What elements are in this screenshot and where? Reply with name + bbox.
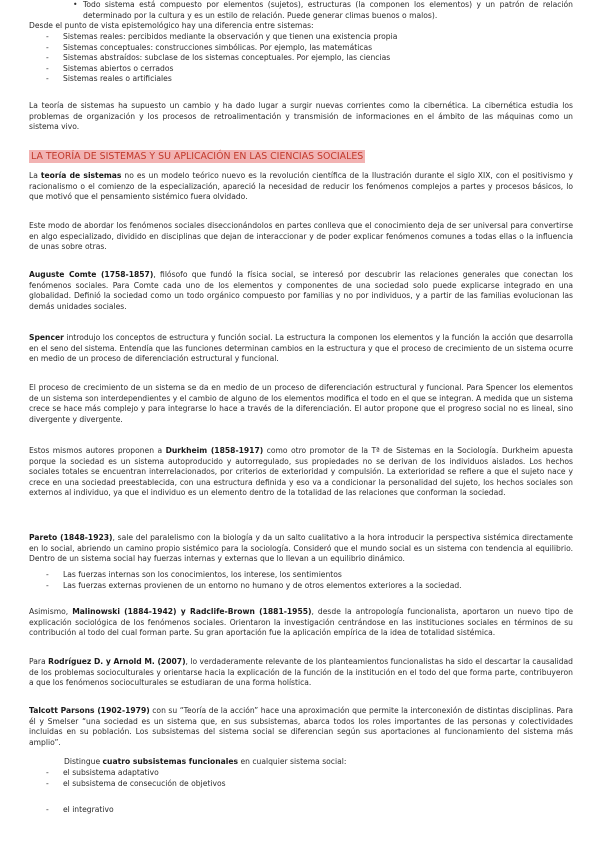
rodriguez-paragraph	[29, 657, 573, 689]
list-item: - el integrativo	[46, 805, 566, 816]
text-run: Distingue	[64, 757, 103, 766]
systems-lead-text: Desde el punto de vista epistemológico hay una diferencia entre sistemas:	[29, 21, 314, 30]
list-item: - Sistemas reales o artificiales	[46, 74, 566, 85]
list-item: - el subsistema adaptativo	[46, 768, 566, 779]
systems-types-list	[46, 32, 566, 85]
list-item: - Sistemas abstraídos: subclase de los sistemas conceptuales. Por ejemplo, las ciencias	[46, 53, 566, 64]
list-item: - Sistemas conceptuales: construcciones simbólicas. Por ejemplo, las matemáticas	[46, 43, 566, 54]
text-run: introdujo los conceptos de estructura y función social. La estructura la componen los elementos y la función la acción que desarrolla en el seno del sistema. Entendía que las funciones determinan cambios en la estructura y que el proceso de crecimiento de un sistema ocurre en medio de un proceso de diferenciación estructural y funcional.	[29, 333, 573, 364]
durkheim-paragraph	[29, 446, 573, 499]
section-heading: LA TEORÍA DE SISTEMAS Y SU APLICACIÓN EN LAS CIENCIAS SOCIALES	[31, 151, 364, 162]
text-run: Estos mismos autores proponen a	[29, 446, 166, 455]
list-item: - Las fuerzas externas provienen de un entorno no humano y de otros elementos exteriores a la sociedad.	[46, 581, 566, 592]
text-run: con su “Teoría de la acción” hace una aproximación que permite la interconexión de distintas disciplinas. Para él y Smelser “una sociedad es un sistema que, en sus subsistemas, abarca todos los roles importantes de las personas y colectividades incluidas en su población. Los subsistemas del sistema social se diferencian según sus aportaciones al funcionamiento del sistema más amplio”.	[29, 706, 573, 747]
author-name: Auguste Comte (1758-1857)	[29, 270, 154, 279]
growth-paragraph: El proceso de crecimiento de un sistema se da en medio de un proceso de diferenciación estructural y funcional. Para Spencer los elementos de un sistema son interdependientes y el cambio de alguno de los elementos modifica el todo en el que se integran. A medida que un sistema crece se hace más complejo y para integrarse lo hace a través de la diferenciación. El autor propone que el progreso social no es lineal, sino divergente y divergente.	[29, 383, 573, 424]
author-name: Rodríguez D. y Arnold M. (2007)	[48, 657, 186, 666]
text-run: como otro promotor de la Tª de Sistemas en la Sociología. Durkheim apuesta porque la sociedad es un sistema autoproducido y autorregulado, sus propiedades no se derivan de los individuos aislados. Los hechos sociales totales se encuentran interrelacionados, por criterios de exterioridad y compulsión. La exterioridad se refiere a que el sujeto nace y crece en una sociedad preestablecida, con una estructura definida y eso va a condicionar la personalidad del sujeto, los hechos sociales son externos al individuo, ya que el individuo es un elemento dentro de la totalidad de las relaciones que conforman la sociedad.	[29, 446, 573, 498]
bold-term: teoría de sistemas	[40, 171, 122, 180]
text-run: La	[29, 171, 41, 180]
list-item: - el subsistema de consecución de objetivos	[46, 779, 566, 790]
text-run: , filósofo que fundó la física social, se interesó por descubrir las relaciones generales que conectan los fenómenos sociales. Para Comte cada uno de los elementos y componentes de una sociedad solo puede explicarse integrado en una globalidad. Definió la sociedad como un todo orgánico compuesto por familias y no por individuos, y a partir de las familias evolucionan las demás unidades sociales.	[29, 270, 573, 311]
malinowski-paragraph	[29, 607, 573, 639]
text-run: , sale del paralelismo con la biología y da un salto cualitativo a la hora introducir la perspectiva sistémica directamente en lo social, abriendo un camino propio sistémico para la sociología. Consideró que el mundo social es un sistema con tendencia al equilibrio. Dentro de un sistema social hay fuerzas internas y externas que lo llevan a un equilibrio dinámico.	[29, 533, 573, 564]
text-run: no es un modelo teórico nuevo es la revolución científica de la Ilustración durante el siglo XIX, con el positivismo y racionalismo o el comienzo de la especialización, apareció la necesidad de reducir los fenómenos complejos a partes y procesos básicos, lo que motivó que el pensamiento sistémico fuera olvidado.	[29, 171, 573, 202]
intro-bullet-text: Todo sistema está compuesto por elementos (sujetos), estructuras (la componen los elementos) y un patrón de relación determinado por la cultura y es un estilo de relación. Puede generar climas buenos o malos).	[83, 0, 573, 20]
bullet-dot-icon: •	[73, 0, 78, 9]
author-name: Durkheim (1858-1917)	[165, 446, 264, 455]
pareto-paragraph	[29, 533, 573, 565]
subsystems-list	[46, 768, 566, 816]
text-run: , desde la antropología funcionalista, aportaron un nuevo tipo de explicación sociológica de los fenómenos sociales. Orientaron la investigación centrándose en las instituciones sociales en términos de su contribución al todo del cual forman parte. Su gran aportación fue la aplicación empírica de la idea de totalidad sistémica.	[29, 607, 573, 638]
bold-term: cuatro subsistemas funcionales	[102, 757, 239, 766]
forces-list	[46, 570, 566, 591]
author-name: Pareto (1848-1923)	[29, 533, 113, 542]
list-item: - Sistemas reales: percibidos mediante la observación y que tienen una existencia propia	[46, 32, 566, 43]
text-run: en cualquier sistema social:	[238, 757, 347, 766]
text-run: Asimismo,	[29, 607, 73, 616]
specialization-paragraph: Este modo de abordar los fenómenos sociales diseccionándolos en partes conlleva que el conocimiento deja de ser universal para convertirse en algo especializado, dividido en disciplinas que dejan de interaccionar y de poder explicar fenómenos comunes a todas ellas o la influencia de unas sobre otras.	[29, 221, 573, 252]
cybernetics-paragraph: La teoría de sistemas ha supuesto un cambio y ha dado lugar a surgir nuevas corrientes como la cibernética. La cibernética estudia los problemas de organización y los procesos de retroalimentación y transmisión de informaciones en el ámbito de las máquinas como un sistema vivo.	[29, 101, 573, 132]
parsons-paragraph	[29, 706, 573, 748]
list-item: - Sistemas abiertos o cerrados	[46, 64, 566, 75]
author-name: Spencer	[29, 333, 64, 342]
text-run: , lo verdaderamente relevante de los planteamientos funcionalistas ha sido el descartar la causalidad de los problemas socioculturales y orientarse hacia la explicación de la función de la institución en el todo del que forma parte, contribuyeron a que los fenómenos socioculturales se estudiaran de una forma holística.	[29, 657, 573, 688]
subsystems-lead	[64, 757, 573, 768]
intro-bullet-item	[73, 0, 573, 21]
author-name: Malinowski (1884-1942) y Radclife-Brown (1881-1955)	[72, 607, 312, 616]
text-run: Para	[29, 657, 49, 666]
list-item: - Las fuerzas internas son los conocimientos, los interese, los sentimientos	[46, 570, 566, 581]
spencer-paragraph	[29, 333, 573, 365]
comte-paragraph	[29, 270, 573, 312]
author-name: Talcott Parsons (1902-1979)	[29, 706, 150, 715]
systems-theory-paragraph	[29, 171, 573, 203]
